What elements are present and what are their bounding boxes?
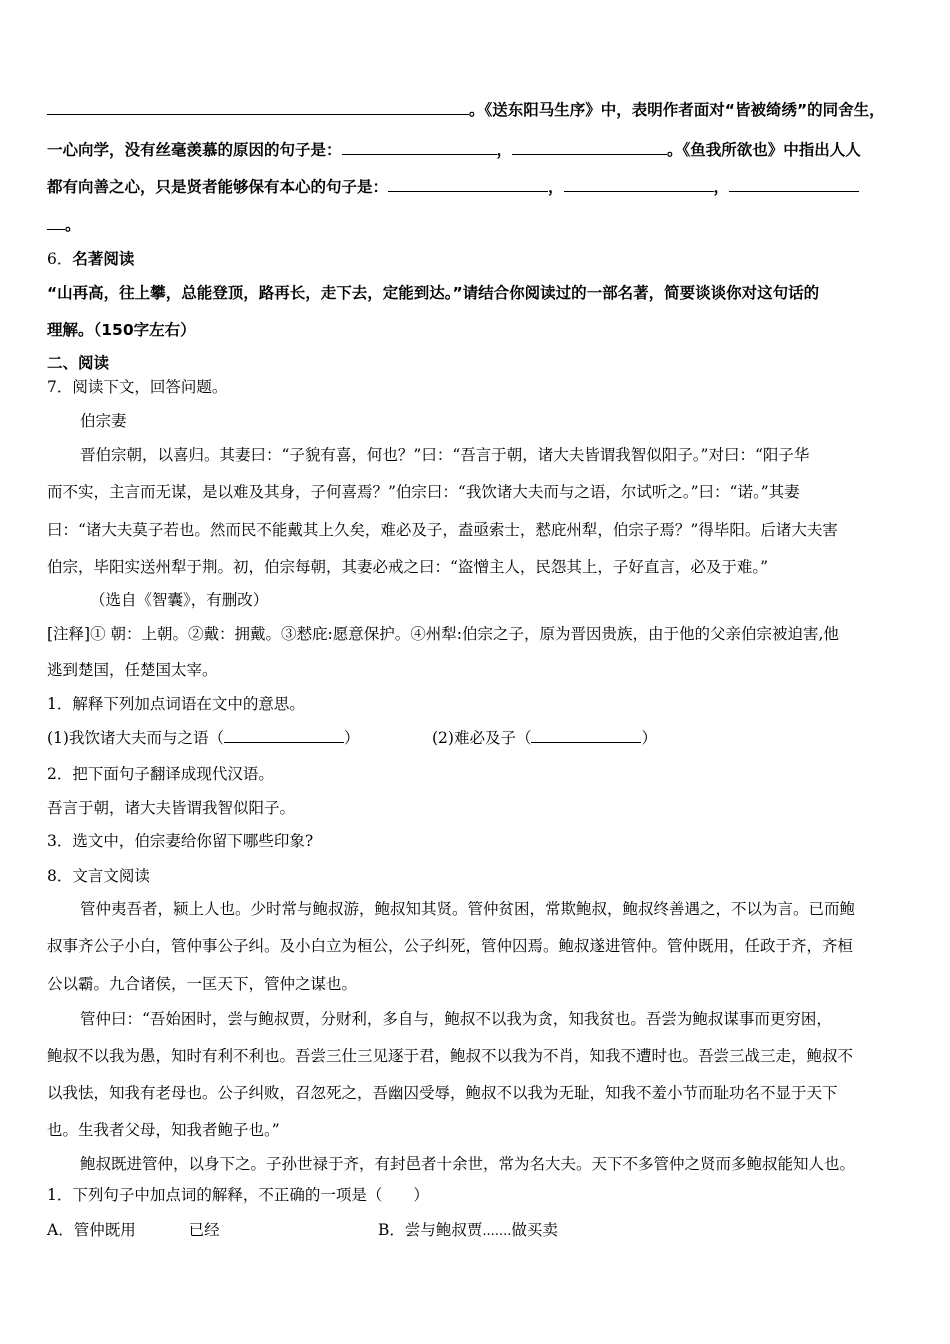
comma: ， bbox=[496, 141, 513, 159]
close-paren: ） bbox=[343, 729, 360, 747]
comma: ， bbox=[713, 178, 730, 196]
q7-sub1a-text: (1)我饮诸大夫而与之语（ bbox=[47, 729, 224, 747]
q8-sub1: 1．下列句子中加点词的解释，不正确的一项是（ ） bbox=[47, 1186, 429, 1204]
comma: ， bbox=[548, 178, 564, 196]
q7-sub3: 3．选文中，伯宗妻给你留下哪些印象? bbox=[47, 832, 314, 850]
close-paren: ） bbox=[641, 729, 657, 747]
passage-title: 伯宗妻 bbox=[80, 412, 127, 430]
q5-line-1-text: 。《送东阳马生序》中，表明作者面对“皆被绮绣”的同舍生， bbox=[469, 101, 885, 119]
answer-blank[interactable] bbox=[224, 728, 344, 743]
q5-line-3 bbox=[47, 177, 859, 197]
q8-passage-line-6: 以我怯，知我有老母也。公子纠败，召忽死之，吾幽囚受辱，鲍叔不以我为无耻，知我不羞小节而耻功名不显于天下 bbox=[47, 1084, 838, 1102]
q7-intro: 7．阅读下文，回答问题。 bbox=[47, 378, 228, 396]
passage-line-1: 晋伯宗朝，以喜归。其妻曰：“子貌有喜，何也？”曰：“吾言于朝，诸大夫皆谓我智似阳子。”对曰：“阳子华 bbox=[80, 446, 810, 464]
q7-sub1b-text: (2)难必及子（ bbox=[432, 729, 532, 747]
q7-sub1-items bbox=[47, 728, 359, 748]
emphasis-dots: ....... bbox=[482, 1224, 512, 1239]
q8-passage-line-3: 公以霸。九合诸侯，一匡天下，管仲之谋也。 bbox=[47, 975, 358, 993]
passage-line-3: 曰：“诸大夫莫子若也。然而民不能戴其上久矣，难必及子，盍亟索士，慭庇州犁，伯宗子焉？”得毕阳。后诸大夫害 bbox=[47, 521, 838, 539]
answer-blank[interactable] bbox=[47, 215, 65, 230]
passage-line-2: 而不实，主言而无谋，是以难及其身，子何喜焉？”伯宗曰：“我饮诸大夫而与之语，尔试听之。”曰：“诺。”其妻 bbox=[47, 483, 800, 501]
q6-number: 6． bbox=[47, 250, 73, 268]
answer-blank[interactable] bbox=[564, 177, 714, 192]
q7-sub1b bbox=[432, 728, 657, 748]
section-heading: 二、阅读 bbox=[47, 354, 110, 372]
q6-title: 名著阅读 bbox=[72, 250, 135, 268]
q5-line-1 bbox=[47, 100, 885, 120]
passage-line-4: 伯宗，毕阳实送州犁于荆。初，伯宗每朝，其妻必戒之曰：“盗憎主人，民怨其上，子好直言，必及于难。” bbox=[47, 558, 769, 576]
q6-prompt-line-1: “山再高，往上攀，总能登顶，路再长，走下去，定能到达。”请结合你阅读过的一部名著，简要谈谈你对这句话的 bbox=[47, 284, 820, 302]
q7-sub2-sentence: 吾言于朝，诸大夫皆谓我智似阳子。 bbox=[47, 799, 296, 817]
q8-passage-line-4: 管仲曰：“吾始困时，尝与鲍叔贾，分财利，多自与，鲍叔不以我为贪，知我贫也。吾尝为鲍叔谋事而更穷困， bbox=[80, 1010, 832, 1028]
period: 。 bbox=[65, 216, 81, 234]
q7-sub1: 1．解释下列加点词语在文中的意思。 bbox=[47, 695, 305, 713]
q8-option-a bbox=[47, 1220, 220, 1240]
q6-heading bbox=[47, 249, 134, 269]
q8-passage-line-8: 鲍叔既进管仲，以身下之。子孙世禄于齐，有封邑者十余世，常为名大夫。天下不多管仲之贤而多鲍叔能知人也。 bbox=[80, 1155, 856, 1173]
q8-passage-line-5: 鲍叔不以我为愚，知时有利不利也。吾尝三仕三见逐于君，鲍叔不以我为不肖，知我不遭时也。吾尝三战三走，鲍叔不 bbox=[47, 1047, 854, 1065]
answer-blank[interactable] bbox=[342, 140, 497, 155]
q7-sub2: 2．把下面句子翻译成现代汉语。 bbox=[47, 765, 274, 783]
q5-line-2 bbox=[47, 140, 861, 160]
answer-blank[interactable] bbox=[47, 100, 469, 115]
passage-source: （选自《智囊》，有删改） bbox=[90, 591, 269, 609]
q5-line-3-text: 都有向善之心，只是贤者能够保有本心的句子是： bbox=[47, 178, 389, 196]
q8-passage-line-1: 管仲夷吾者，颍上人也。少时常与鲍叔游，鲍叔知其贤。管仲贫困，常欺鲍叔，鲍叔终善遇之，不以为言。已而鲍 bbox=[80, 900, 856, 918]
answer-blank[interactable] bbox=[531, 728, 641, 743]
option-a-meaning: 已经 bbox=[188, 1221, 220, 1239]
q6-prompt-line-2: 理解。（150字左右） bbox=[47, 321, 196, 339]
notes-line-2: 逃到楚国，任楚国太宰。 bbox=[47, 661, 218, 679]
option-a-label: A．管仲既用 bbox=[47, 1221, 136, 1239]
q5-line-2-tail: 。《鱼我所欲也》中指出人人 bbox=[667, 141, 861, 159]
option-b-label: B．尝与鲍叔贾 bbox=[378, 1221, 483, 1239]
answer-blank[interactable] bbox=[729, 177, 859, 192]
q8-intro: 8．文言文阅读 bbox=[47, 867, 150, 885]
answer-blank[interactable] bbox=[512, 140, 667, 155]
notes-line-1: [注释]① 朝：上朝。②戴：拥戴。③慭庇:愿意保护。④州犁:伯宗之子，原为晋因贵族，由于他的父亲伯宗被迫害,他 bbox=[47, 625, 839, 643]
answer-blank[interactable] bbox=[388, 177, 548, 192]
q5-line-2-text: 一心向学，没有丝毫羡慕的原因的句子是： bbox=[47, 141, 342, 159]
q8-passage-line-2: 叔事齐公子小白，管仲事公子纠。及小白立为桓公，公子纠死，管仲囚焉。鲍叔遂进管仲。管仲既用，任政于齐，齐桓 bbox=[47, 937, 854, 955]
q8-option-b bbox=[378, 1220, 558, 1242]
q5-line-4 bbox=[47, 215, 81, 235]
option-b-meaning: 做买卖 bbox=[511, 1221, 558, 1239]
q8-passage-line-7: 也。生我者父母，知我者鲍子也。” bbox=[47, 1121, 280, 1139]
